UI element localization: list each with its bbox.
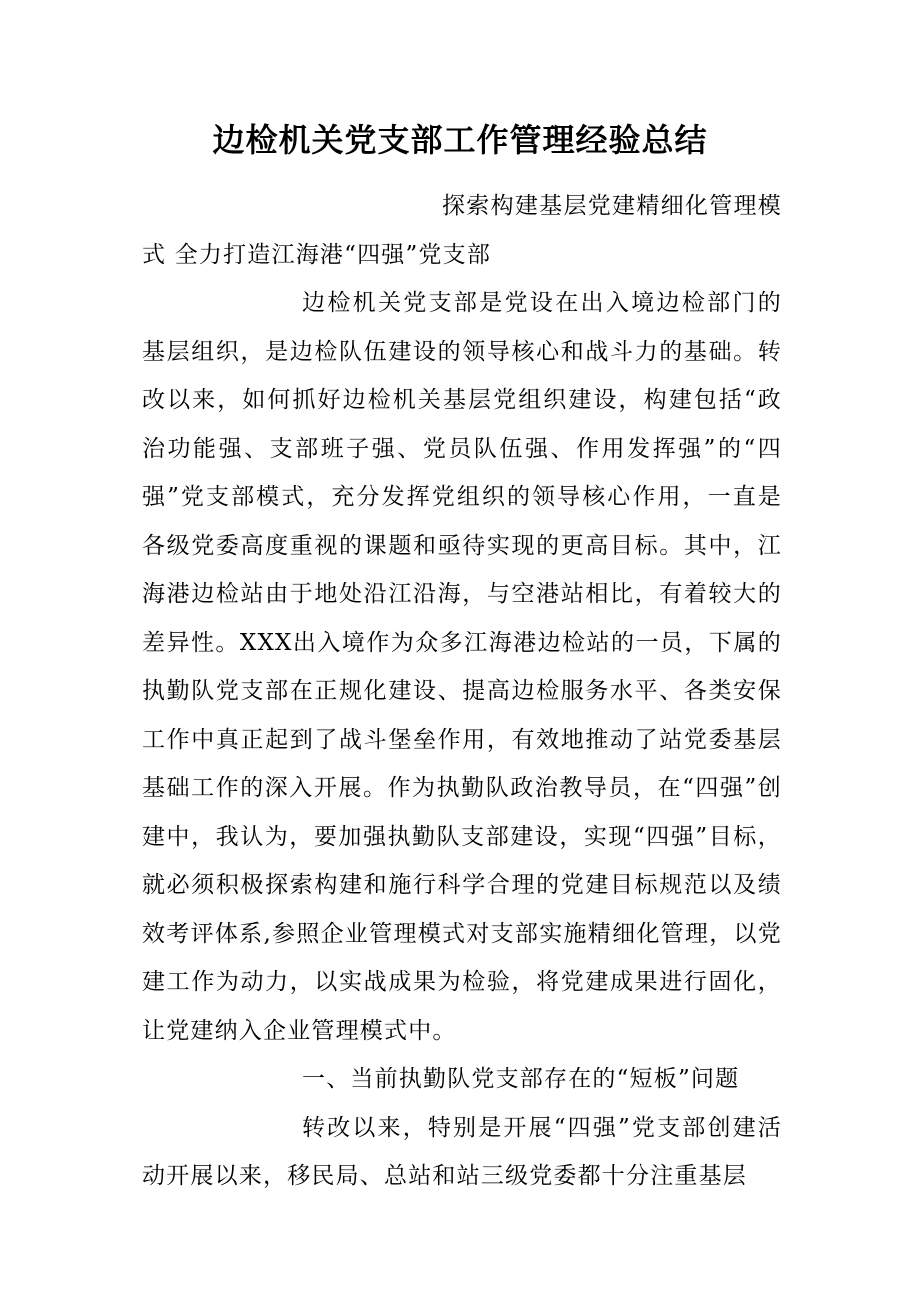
section-heading: 一、当前执勤队党支部存在的“短板”问题: [302, 1066, 740, 1092]
document-body: [142, 182, 782, 1201]
section-paragraph: 转改以来，特别是开展“四强”党支部创建活动开展以来，移民局、总站和站三级党委都十分注重基层: [142, 1114, 782, 1189]
document-title: 边检机关党支部工作管理经验总结: [212, 121, 708, 159]
document-subtitle: 探索构建基层党建精细化管理模式 全力打造江海港“四强”党支部: [142, 193, 782, 268]
intro-paragraph: 边检机关党支部是党设在出入境边检部门的基层组织，是边检队伍建设的领导核心和战斗力的基础。转改以来，如何抓好边检机关基层党组织建设，构建包括“政治功能强、支部班子强、党员队伍强、作用发挥强”的“四强”党支部模式，充分发挥党组织的领导核心作用，一直是各级党委高度重视的课题和亟待实现的更高目标。其中，江海港边检站由于地处沿江沿海，与空港站相比，有着较大的差异性。XXX出入境作为众多江海港边检站的一员，下属的执勤队党支部在正规化建设、提高边检服务水平、各类安保工作中真正起到了战斗堡垒作用，有效地推动了站党委基层基础工作的深入开展。作为执勤队政治教导员，在“四强”创建中，我认为，要加强执勤队支部建设，实现“四强”目标，就必须积极探索构建和施行科学合理的党建目标规范以及绩效考评体系,参照企业管理模式对支部实施精细化管理，以党建工作为动力，以实战成果为检验，将党建成果进行固化，让党建纳入企业管理模式中。: [142, 290, 782, 1044]
